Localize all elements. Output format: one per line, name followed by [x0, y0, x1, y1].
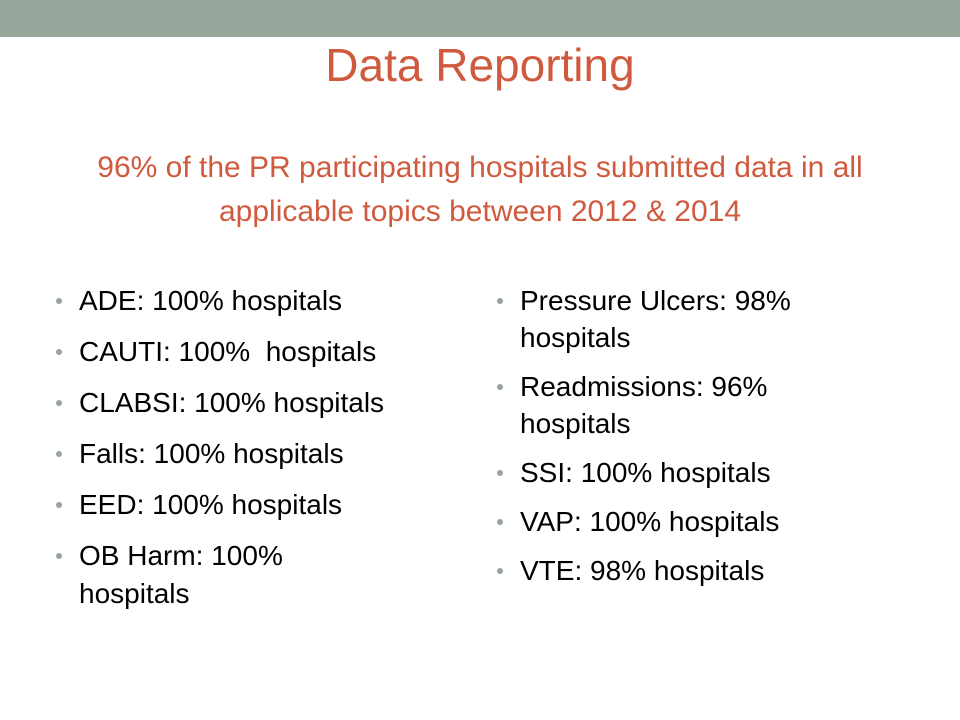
bullet-icon — [56, 553, 62, 559]
list-item-label: VTE: 98% hospitals — [520, 555, 765, 586]
slide-title: Data Reporting — [325, 39, 635, 91]
list-item-label: VAP: 100% hospitals — [520, 506, 780, 537]
bullet-icon — [56, 502, 62, 508]
list-item-label: CAUTI: 100% hospitals — [79, 336, 377, 367]
slide-subtitle: 96% of the PR participating hospitals submitted data in all applicable topics between 2012 & 2014 — [97, 151, 863, 228]
list-item-label: ADE: 100% hospitals — [79, 285, 343, 316]
list-item — [497, 282, 860, 356]
list-item — [56, 537, 379, 613]
bullet-icon — [56, 298, 62, 304]
bullet-icon — [56, 400, 62, 406]
bullet-icon — [56, 349, 62, 355]
bullet-icon — [497, 298, 503, 304]
list-item-label: Pressure Ulcers: 98% hospitals — [520, 285, 791, 353]
right-bullet-list — [497, 282, 917, 601]
list-item — [56, 435, 476, 473]
list-item — [56, 384, 476, 422]
list-item — [497, 552, 917, 589]
bullet-icon — [497, 384, 503, 390]
list-item-label: SSI: 100% hospitals — [520, 457, 771, 488]
list-item — [56, 486, 476, 524]
list-item-label: EED: 100% hospitals — [79, 489, 343, 520]
list-item — [56, 333, 476, 371]
list-item-label: OB Harm: 100% hospitals — [79, 540, 283, 609]
list-item — [497, 368, 820, 442]
left-bullet-list — [56, 282, 476, 626]
list-item-label: Falls: 100% hospitals — [79, 438, 344, 469]
list-item — [56, 282, 476, 320]
bullet-icon — [56, 451, 62, 457]
list-item-label: CLABSI: 100% hospitals — [79, 387, 385, 418]
list-item-label: Readmissions: 96% hospitals — [520, 371, 768, 439]
bullet-icon — [497, 568, 503, 574]
bullet-icon — [497, 470, 503, 476]
header-bar — [0, 0, 960, 37]
list-item — [497, 503, 917, 540]
list-item — [497, 454, 917, 491]
bullet-icon — [497, 519, 503, 525]
